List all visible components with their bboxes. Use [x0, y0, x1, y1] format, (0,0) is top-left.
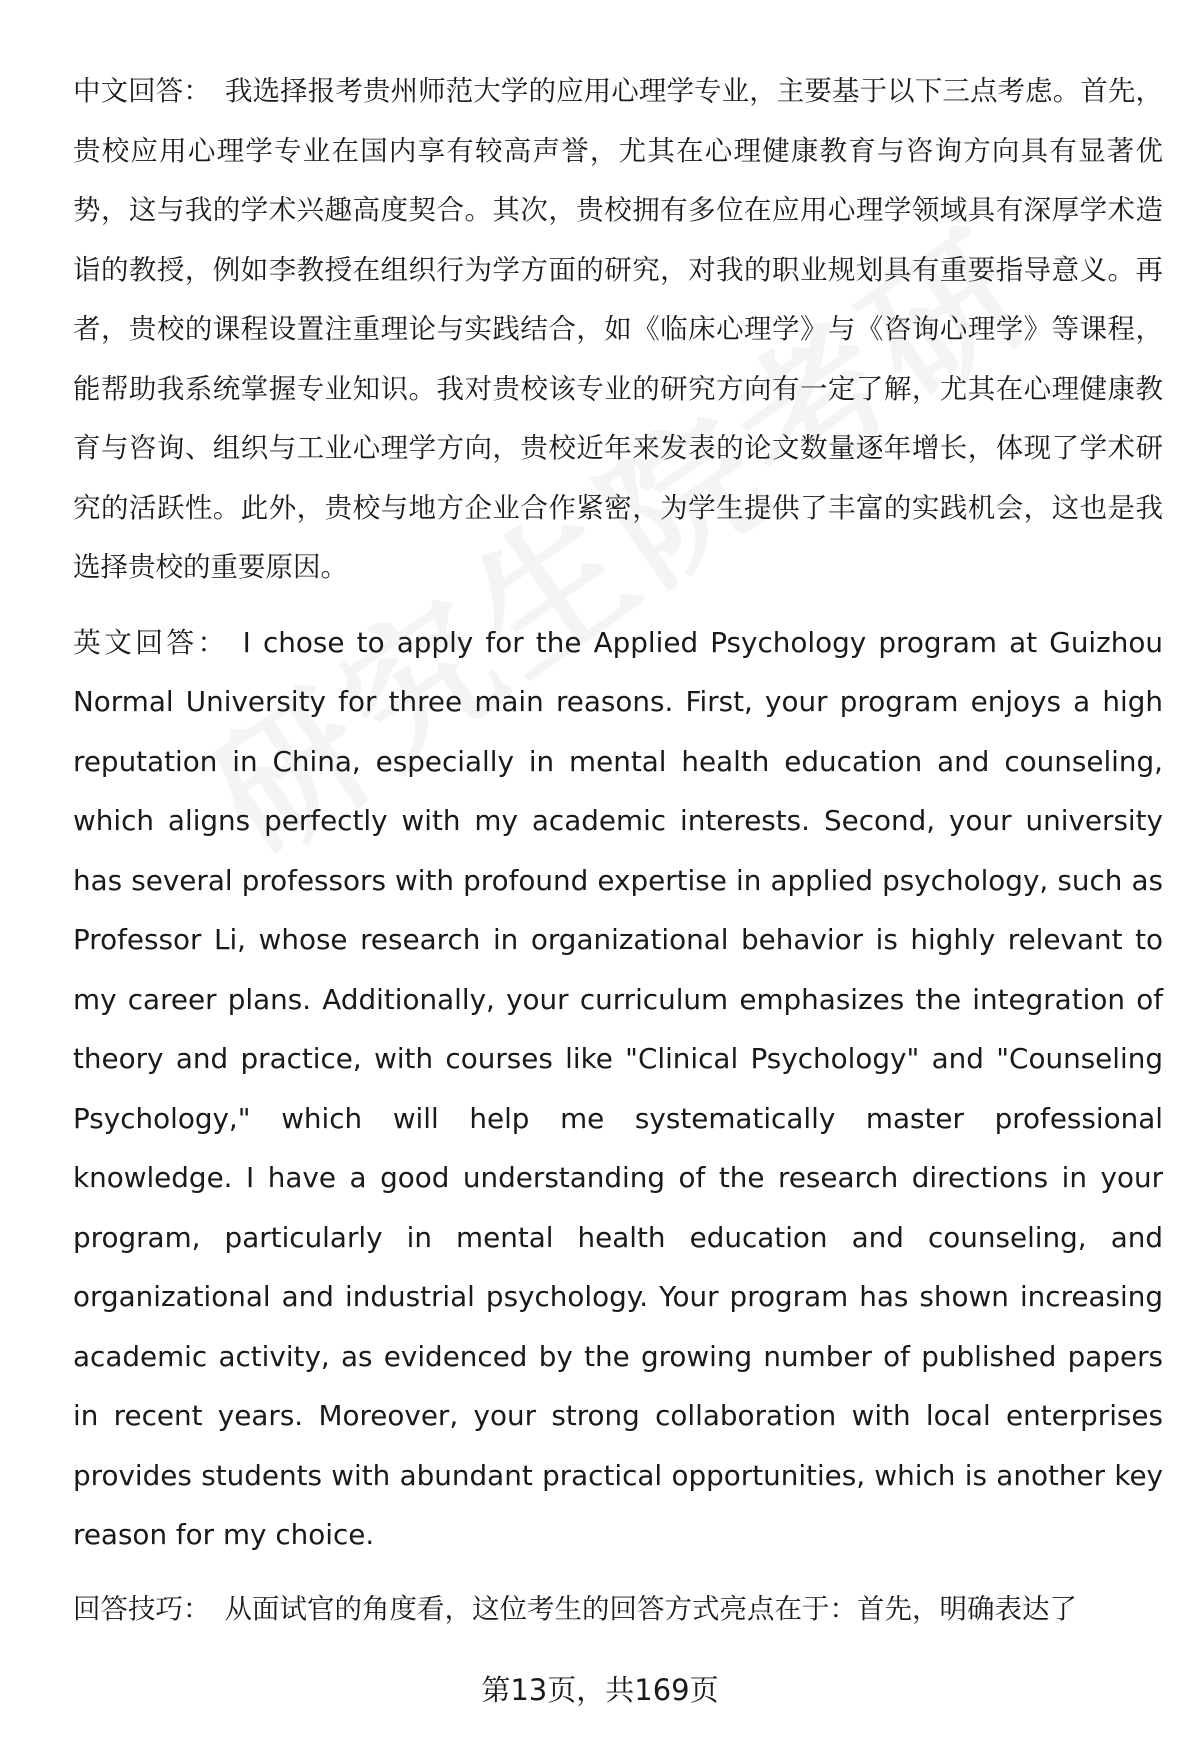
page-content [73, 62, 1163, 1639]
chinese-answer-label: 中文回答： [73, 75, 211, 107]
english-answer-label: 英文回答： [73, 625, 229, 659]
chinese-answer-paragraph [73, 62, 1163, 598]
chinese-answer-text: 我选择报考贵州师范大学的应用心理学专业，主要基于以下三点考虑。首先，贵校应用心理学专业在国内享有较高声誉，尤其在心理健康教育与咨询方向具有显著优势，这与我的学术兴趣高度契合。其次，贵校拥有多位在应用心理学领域具有深厚学术造诣的教授，例如李教授在组织行为学方面的研究，对我的职业规划具有重要指导意义。再者，贵校的课程设置注重理论与实践结合，如《临床心理学》与《咨询心理学》等课程，能帮助我系统掌握专业知识。我对贵校该专业的研究方向有一定了解，尤其在心理健康教育与咨询、组织与工业心理学方向，贵校近年来发表的论文数量逐年增长，体现了学术研究的活跃性。此外，贵校与地方企业合作紧密，为学生提供了丰富的实践机会，这也是我选择贵校的重要原因。 [73, 75, 1164, 583]
answer-tips-label: 回答技巧： [73, 1592, 211, 1625]
answer-tips-text: 从面试官的角度看，这位考生的回答方式亮点在于：首先，明确表达了 [224, 1592, 1077, 1625]
english-answer-text: I chose to apply for the Applied Psychology program at Guizhou Normal University for three main reasons. First, your program enjoys a high reputation in China, especially in mental health education and counseling, which aligns perfectly with my academic interests. Second, your university has several professors with profound expertise in applied psychology, such as Professor Li, whose research in organizational behavior is highly relevant to my career plans. Additionally, your curriculum emphasizes the integration of theory and practice, with courses like "Clinical Psychology" and "Counseling Psychology," which will help me systematically master professional knowledge. I have a good understanding of the research directions in your program, particularly in mental health education and counseling, and organizational and industrial psychology. Your program has shown increasing academic activity, as evidenced by the growing number of published papers in recent years. Moreover, your strong collaboration with local enterprises provides students with abundant practical opportunities, which is another key reason for my choice. [73, 625, 1163, 1551]
english-answer-paragraph [73, 613, 1163, 1565]
answer-tips-paragraph [73, 1580, 1163, 1640]
page-number-footer: 第13页，共169页 [481, 1673, 719, 1707]
